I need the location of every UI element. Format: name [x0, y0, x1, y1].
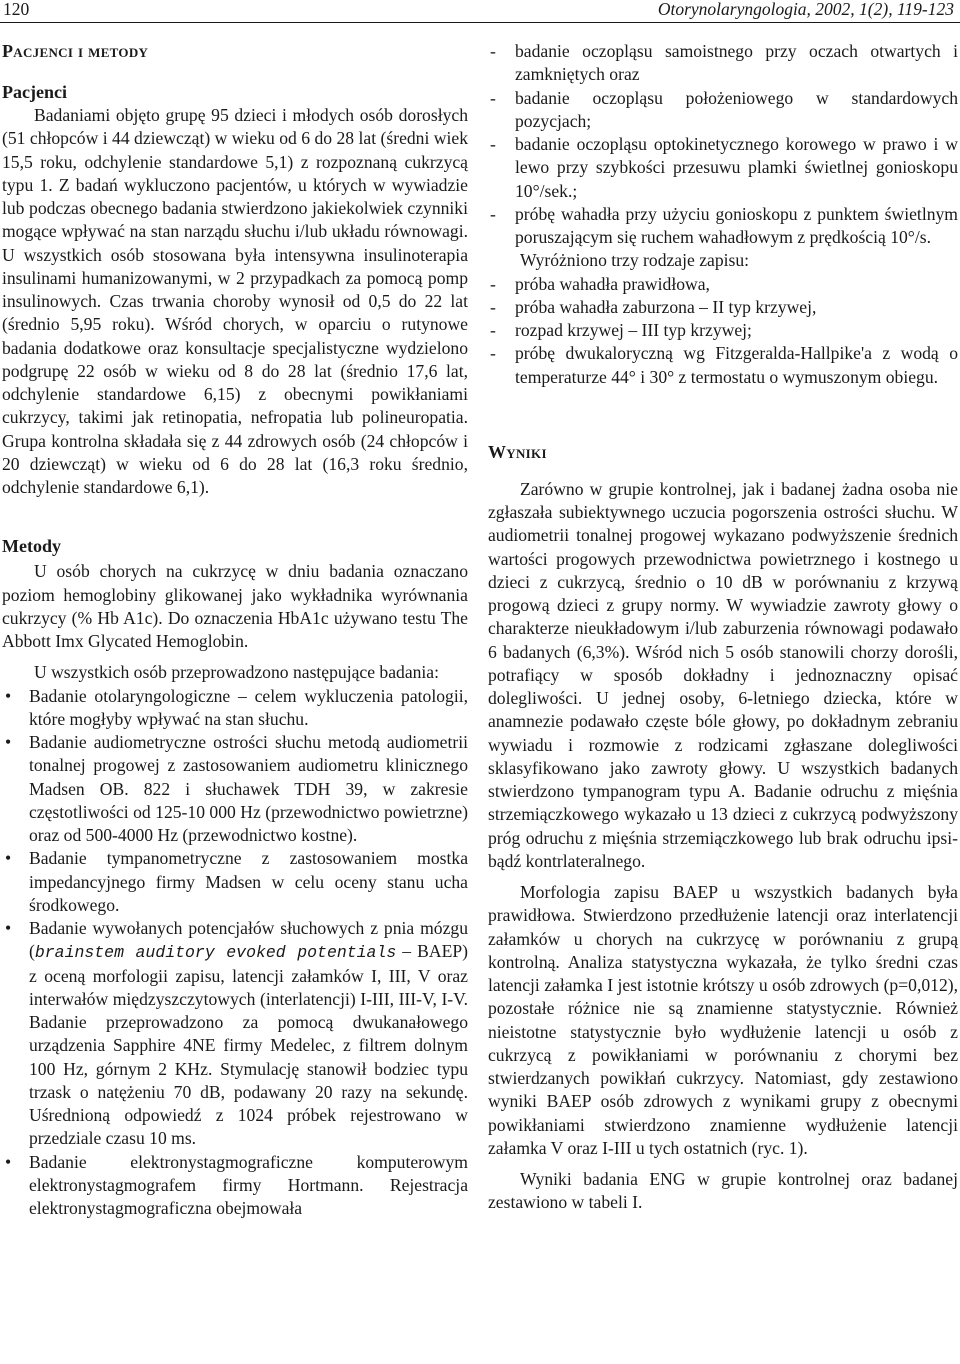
subheading-pacjenci: Pacjenci [2, 82, 67, 102]
list-item: • Badanie elektronystagmograficzne komputerowym elektronystagmografem firmy Hortmann. Rejestracja elektronystagmograficzna obejmowała [2, 1151, 468, 1221]
list-item: - badanie oczopląsu samoistnego przy oczach otwartych i zamkniętych oraz [488, 40, 958, 87]
paragraph-wyrozniono: Wyróżniono trzy rodzaje zapisu: [520, 250, 750, 271]
list-item [2, 917, 468, 1151]
paragraph-metody-1: U osób chorych na cukrzycę w dniu badania oznaczano poziom hemoglobiny glikowanej jako wykładnika wyrównania cukrzycy (% Hb A1c). Do oznaczenia HbA1c używano testu The Abbott Imx Glycated Hemoglobin. [2, 561, 468, 651]
paragraph-wyniki-1: Zarówno w grupie kontrolnej, jak i badanej żadna osoba nie zgłaszała subiektywnego uczucia pogorszenia ostrości słuchu. W audiometrii tonalnej progowej wykazano podwyższenie średnich wartości progowych przewodnictwa powietrznego i kostnego u dzieci z cukrzycą, średnio o 10 dB w porównaniu z krzywą progową dzieci z grupy normy. W wywiadzie zawroty głowy o charakterze nieukładowym i/lub zaburzenia równowagi podawało 6 badanych (6,3%). Wśród nich 5 osób stanowili chorzy dorośli, potrafiący w sposób dokładny i jednoznaczny opisać dolegliwości. U jednej osoby, 6-letniego dziecka, które w anamnezie podawało częste bóle głowy, po dokładnym zebraniu wywiadu i rozmowie z rodzicami zgłaszane dolegliwości sklasyfikowano jako zawroty głowy. U wszystkich badanych stwierdzono tympanogram typu A. Badanie odruchu z mięśnia strzemiączkowego wykazało u 13 dzieci z cukrzycą podwyższony próg odruchu z mięśnia strzemiączkowego lub brak odruchu ipsi- bądź kontrlateralnego. [488, 478, 958, 871]
list-item: • Badanie otolaryngologiczne – celem wykluczenia patologii, które mogłyby wpływać na stan słuchu. [2, 685, 468, 732]
paragraph-metody-2: U wszystkich osób przeprowadzono następujące badania: [34, 662, 440, 683]
section-heading-pacjenci-i-metody: Pacjenci i metody [2, 41, 149, 61]
paragraph-wyniki-2: Morfologia zapisu BAEP u wszystkich badanych była prawidłowa. Stwierdzono przedłużenie latencji oraz interlatencji załamków u chorych na cukrzycę w porównaniu z grupą kontrolną. Analiza statystyczna wykazała, że tylko średni czas latencji załamka I jest istotnie krótszy u osób zdrowych (p=0,012), pozostałe różnice nie są znamienne statystycznie. Również nieistotne statystycznie było wydłużenie latencji u osób z cukrzycą z powikłaniami w porównaniu z chorymi bez stwierdzanych powikłań cukrzycy. Natomiast, gdy zestawiono wyniki BAEP osób zdrowych z wynikami grupy z obecnymi powikłaniami stwierdzono znamienne wydłużenie latencji załamka V oraz I-III u tych ostatnich (ryc. 1). [488, 882, 958, 1158]
paragraph-pacjenci: Badaniami objęto grupę 95 dzieci i młodych osób dorosłych (51 chłopców i 44 dziewcząt) w wieku od 6 do 28 lat (średni wiek 15,5 roku, odchylenie standardowe 5,1) z rozpoznaną cukrzycą typu 1. Z badań wykluczono pacjentów, u których w wywiadzie lub podczas obecnego badania stwierdzono jakiekolwiek czynniki mogące wpływać na stan narządu słuchu i/lub układu równowagi. U wszystkich osób stosowana była intensywna insulinoterapia insulinami humanizowanymi, w 2 przypadkach za pomocą pomp insulinowych. Czas trwania choroby wynosił od 0,5 do 22 lat (średnio 5,95 roku). Wśród chorych, w oparciu o rutynowe badania dodatkowe oraz konsultacje specjalistyczne wydzielono podgrupę 22 osób w wieku od 8 do 28 lat (średnio 17,6 lat, odchylenie standardowe 6,15) z obecnymi powikłaniami cukrzycy, takimi jak retinopatia, nefropatia lub polineuropatia. Grupa kontrolna składała się z 44 zdrowych osób (24 chłopców i 20 dziewcząt) w wieku od 6 do 28 lat (16,3 roku średnio, odchylenie standardowe 6,1). [2, 105, 468, 497]
list-item: - próbę dwukaloryczną wg Fitzgeralda-Hallpike'a z wodą o temperaturze 44° i 30° z termostatu o wymuszonym obiegu. [488, 342, 958, 389]
left-column [2, 40, 468, 1220]
list-item-text: – BAEP) z oceną morfologii zapisu, latencji załamków I, III, V oraz interwałów międzyszczytowych (interlatencji) I-III, III-V, I-V. Badanie przeprowadzono za pomocą dwukanałowego urządzenia Sapphire 4NE firmy Medelec, z filtrem dolnym 100 Hz, górnym 2 KHz. Stymulację stanowił bodziec typu trzask o natężeniu 70 dB, podawany 20 razy na sekundę. Uśrednioną odpowiedź z 1024 próbek rejestrowano w przedziale czasu 10 ms. [29, 941, 468, 1149]
subheading-metody: Metody [2, 536, 61, 557]
page-number: 120 [3, 0, 30, 19]
recording-types-list [488, 273, 958, 389]
methods-bullet-list [2, 685, 468, 1221]
eng-recording-list [488, 40, 958, 249]
list-item: - próbę wahadła przy użyciu gonioskopu z punktem świetlnym poruszającym się ruchem wahadłowym z prędkością 10°/s. [488, 203, 958, 250]
list-item: • Badanie audiometryczne ostrości słuchu metodą audiometrii tonalnej progowej z zastosowaniem audiometru klinicznego Madsen OB. 822 i słuchawek TDH 39, w zakresie częstotliwości od 125-10 000 Hz (przewodnictwo powietrzne) oraz od 500-4000 Hz (przewodnictwo kostne). [2, 731, 468, 847]
emphasized-term: brainstem auditory evoked potentials [34, 943, 397, 963]
page-header [0, 0, 960, 23]
list-item-text: Badanie wywołanych potencjałów słuchowych z pnia mózgu ( [29, 918, 468, 962]
list-item: - badanie oczopląsu optokinetycznego korowego w prawo i w lewo przy szybkości przesuwu plamki świetlnej gonioskopu 10°/sek.; [488, 133, 958, 203]
section-heading-wyniki: Wyniki [488, 441, 547, 462]
list-item: - badanie oczopląsu położeniowego w standardowych pozycjach; [488, 87, 958, 134]
list-item: - rozpad krzywej – III typ krzywej; [488, 319, 958, 342]
journal-citation: Otorynolaryngologia, 2002, 1(2), 119-123 [657, 0, 954, 19]
paragraph-wyniki-3: Wyniki badania ENG w grupie kontrolnej oraz badanej zestawiono w tabeli I. [488, 1169, 958, 1213]
right-column [488, 40, 958, 1215]
list-item: - próba wahadła zaburzona – II typ krzywej, [488, 296, 958, 319]
list-item: - próba wahadła prawidłowa, [488, 273, 958, 296]
list-item: • Badanie tympanometryczne z zastosowaniem mostka impedancyjnego firmy Madsen w celu oceny stanu ucha środkowego. [2, 847, 468, 917]
